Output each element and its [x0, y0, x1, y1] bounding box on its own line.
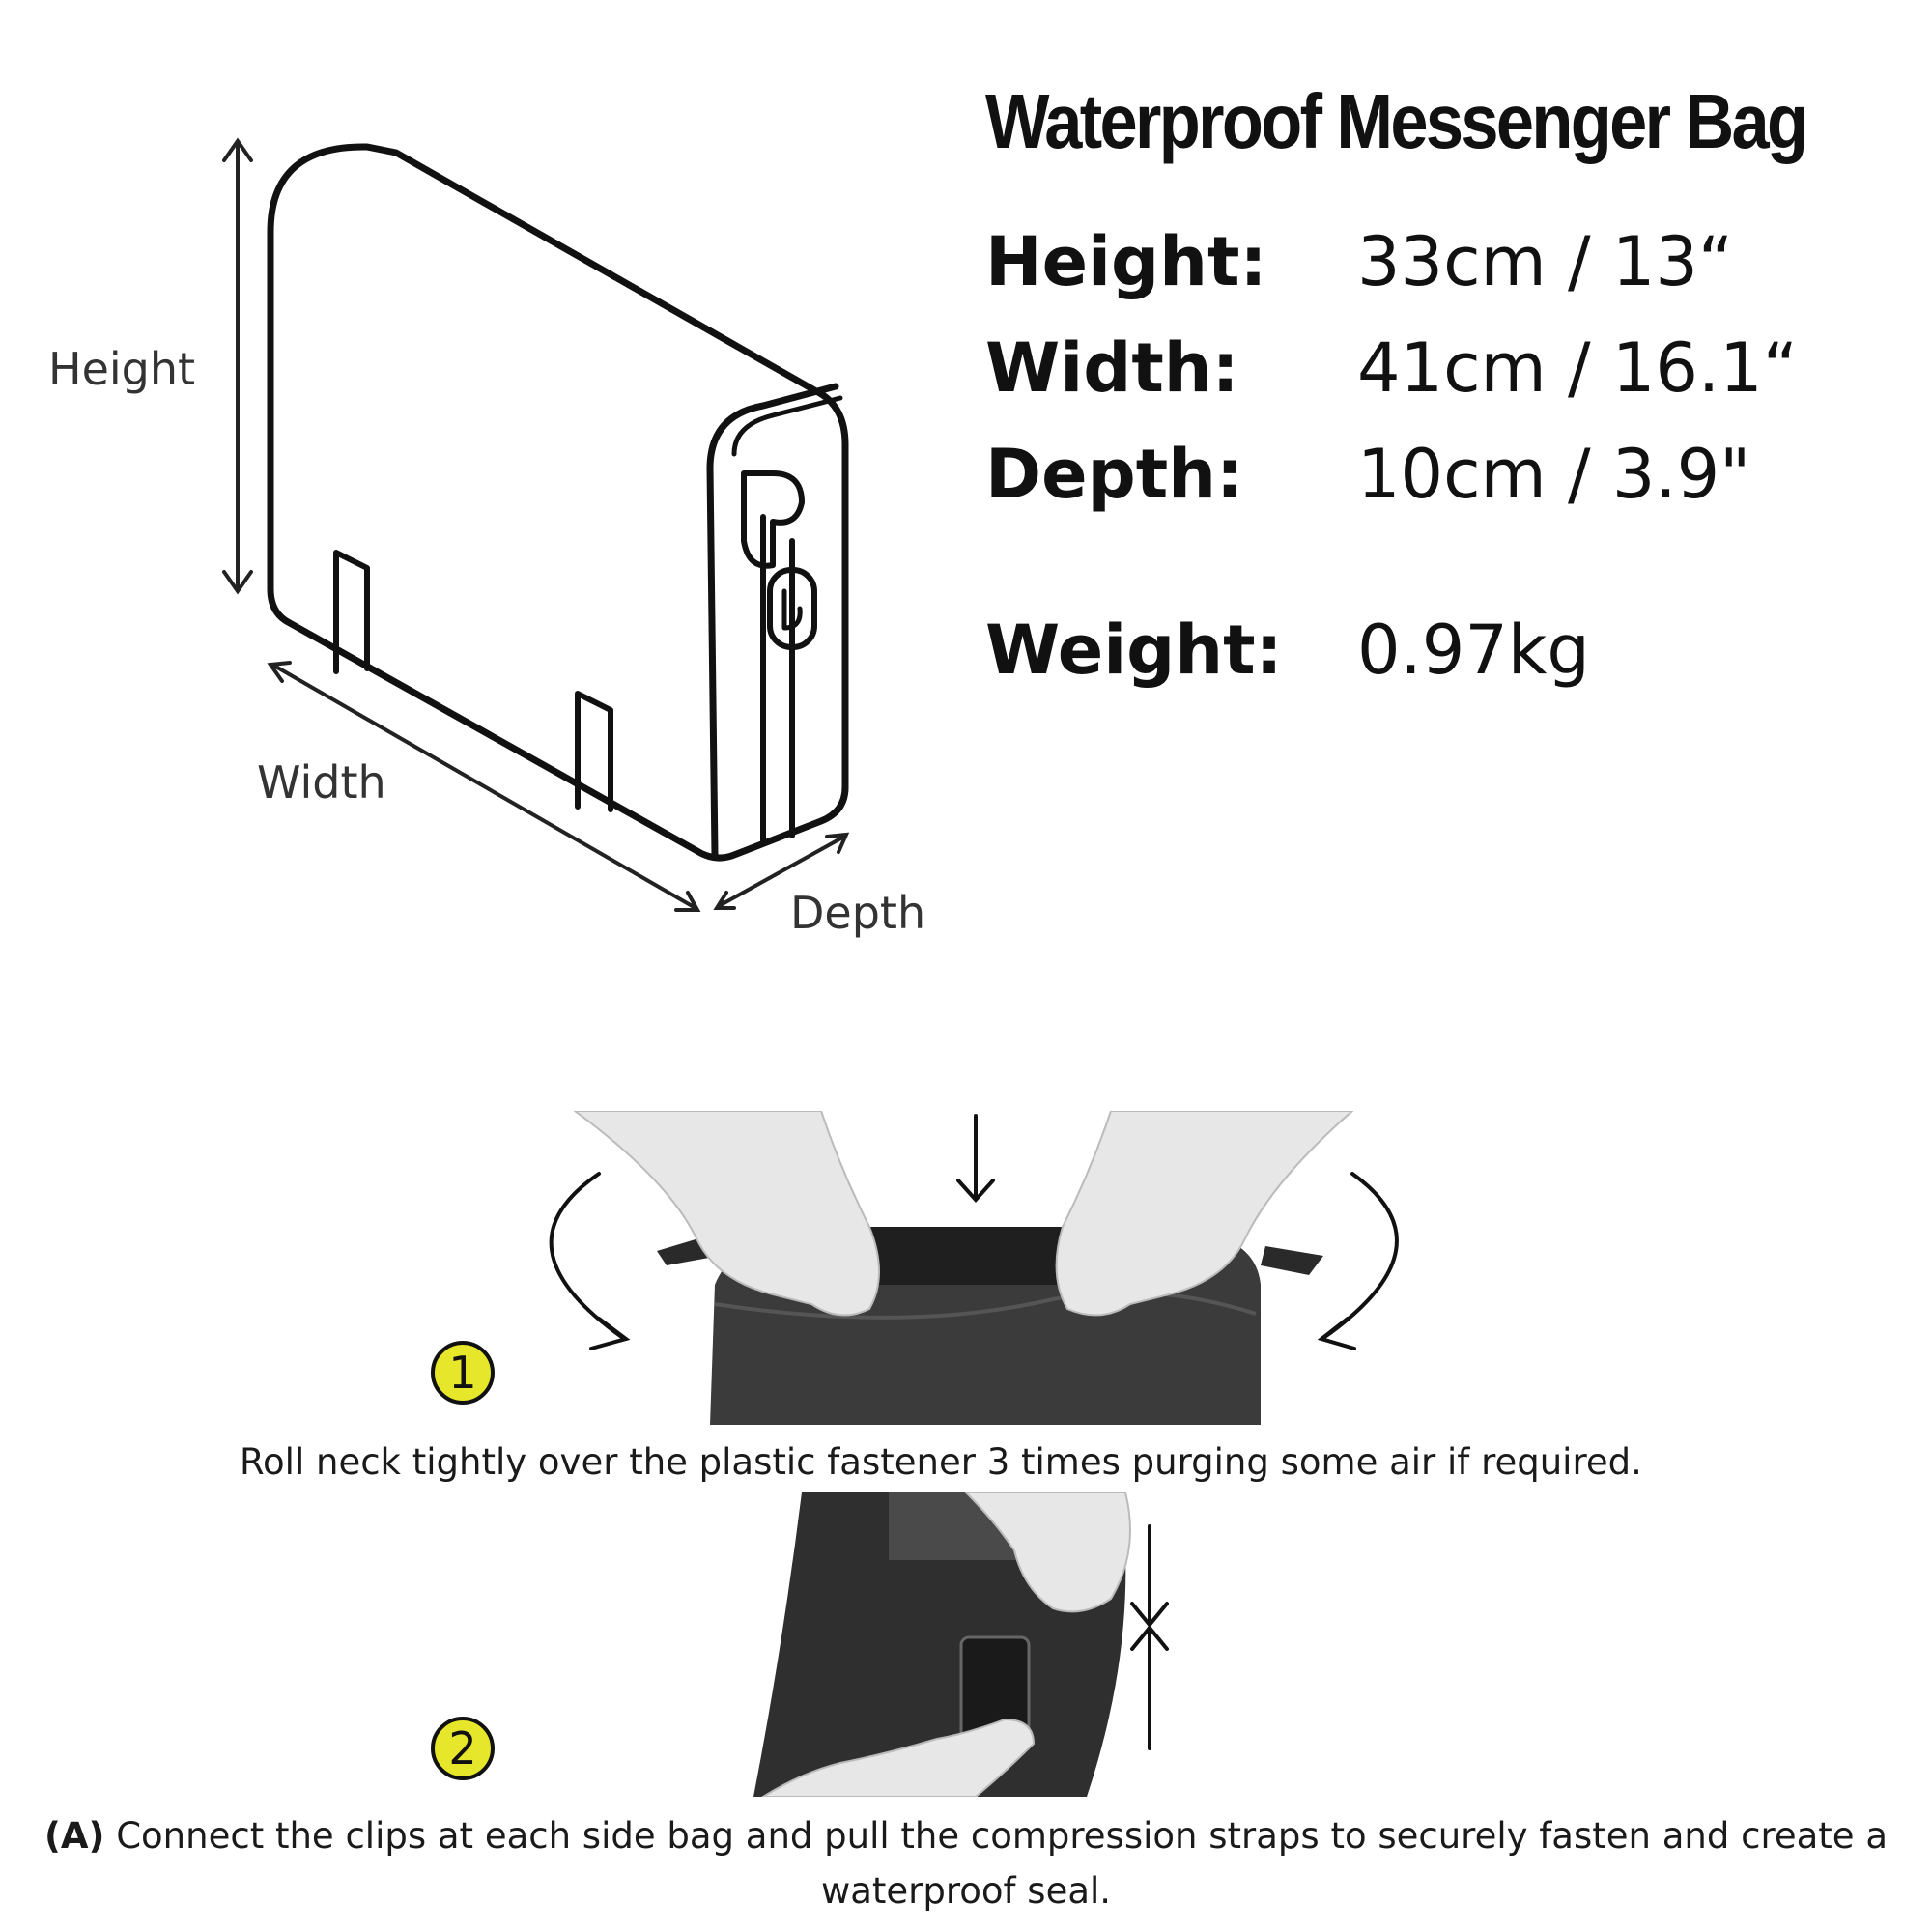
- spec-value-weight: 0.97kg: [1357, 611, 1590, 690]
- bag-outline: [270, 147, 845, 858]
- step-2-caption-text: Connect the clips at each side bag and pull the compression straps to securely fasten and create a waterproof seal.: [104, 1815, 1888, 1912]
- spec-label-depth: Depth:: [985, 435, 1243, 514]
- step-1-caption: Roll neck tightly over the plastic fastener 3 times purging some air if required.: [240, 1441, 1642, 1483]
- height-dimension-label: Height: [48, 343, 196, 395]
- spec-label-height: Height:: [985, 222, 1267, 301]
- step2-clip-illustration: [744, 1492, 1179, 1797]
- spec-value-width: 41cm / 16.1“: [1357, 328, 1798, 408]
- width-dimension-label: Width: [257, 756, 386, 809]
- step-2-caption: [10, 1808, 1922, 1918]
- spec-value-depth: 10cm / 3.9": [1357, 435, 1751, 514]
- bag-dimension-diagram: [0, 0, 966, 966]
- height-arrow: [224, 141, 251, 591]
- step-2-caption-prefix: (A): [43, 1815, 105, 1857]
- step-1-badge: 1: [431, 1341, 495, 1405]
- spec-label-width: Width:: [985, 328, 1239, 408]
- step-2-badge: 2: [431, 1717, 495, 1780]
- step1-roll-illustration: [522, 1111, 1430, 1425]
- depth-dimension-label: Depth: [790, 887, 926, 939]
- product-title: Waterproof Messenger Bag: [985, 78, 1806, 164]
- spec-label-weight: Weight:: [985, 611, 1283, 690]
- spec-value-height: 33cm / 13“: [1357, 222, 1734, 301]
- rotate-arrow-right: [1323, 1174, 1397, 1338]
- rotate-arrow-left: [552, 1174, 623, 1338]
